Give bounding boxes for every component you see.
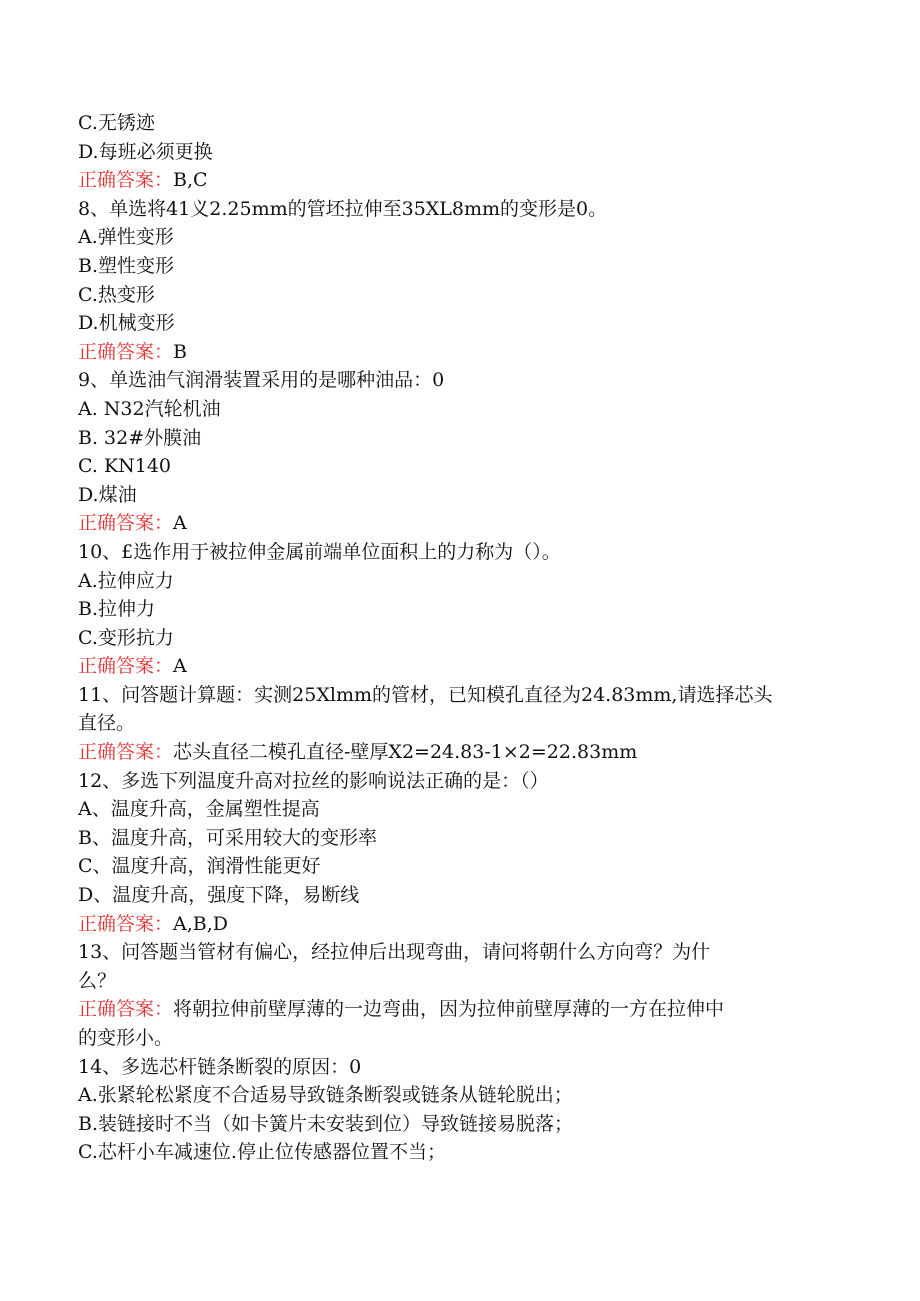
question-text: 8、单选将41义2.25mm的管坯拉伸至35XL8mm的变形是0。 [78, 197, 608, 220]
answer-line [78, 509, 838, 538]
question-text: 直径。 [78, 712, 136, 735]
answer-label: 正确答案： [78, 340, 174, 363]
question-text: 14、多选芯杆链条断裂的原因：0 [78, 1055, 362, 1078]
answer-line [78, 166, 838, 195]
answer-value: A [173, 512, 187, 535]
answer-value: B [173, 340, 187, 363]
answer-label: 正确答案： [78, 512, 174, 535]
option-text: A、温度升高，金属塑性提高 [78, 798, 320, 821]
answer-line [78, 910, 838, 939]
option-text: D、温度升高，强度下降，易断线 [78, 884, 360, 907]
option-text: C.无锈迹 [78, 112, 155, 134]
answer-label: 正确答案： [78, 998, 174, 1021]
question-text: 10、£选作用于被拉伸金属前端单位面积上的力称为（）。 [78, 540, 561, 563]
answer-line [78, 338, 838, 367]
answer-value: B,C [173, 169, 208, 192]
question-text: 13、问答题当管材有偏心，经拉伸后出现弯曲，请问将朝什么方向弯？为什 [78, 941, 711, 964]
option-text: A.弹性变形 [78, 226, 174, 249]
answer-line [78, 652, 838, 681]
option-text: A.拉伸应力 [78, 569, 174, 592]
option-text: C、温度升高，润滑性能更好 [78, 855, 321, 878]
answer-label: 正确答案： [78, 655, 174, 678]
option-text: C.芯杆小车减速位.停止位传感器位置不当； [78, 1141, 446, 1164]
option-text: B.拉伸力 [78, 598, 156, 621]
answer-label: 正确答案： [78, 741, 174, 764]
option-text: D.煤油 [78, 483, 137, 506]
answer-value: A,B,D [173, 912, 229, 935]
option-text: A. N32汽轮机油 [78, 397, 221, 420]
answer-value: 将朝拉伸前壁厚薄的一边弯曲，因为拉伸前壁厚薄的一方在拉伸中 [173, 998, 725, 1021]
option-text: B.装链接时不当（如卡簧片未安装到位）导致链接易脱落； [78, 1112, 574, 1135]
answer-line [78, 995, 838, 1024]
question-list [78, 109, 838, 1167]
question-text: 的变形小。 [78, 1027, 174, 1049]
question-text: 12、多选下列温度升高对拉丝的影响说法正确的是：（） [78, 769, 549, 792]
answer-line [78, 738, 838, 767]
answer-value: 芯头直径二模孔直径-壁厚X2=24.83-1×2=22.83mm [173, 741, 638, 764]
option-text: C. KN140 [78, 455, 172, 478]
option-text: B. 32#外膜油 [78, 426, 202, 449]
answer-label: 正确答案： [78, 912, 174, 935]
option-text: D.机械变形 [78, 312, 175, 335]
answer-label: 正确答案： [78, 169, 174, 192]
option-text: C.变形抗力 [78, 626, 174, 649]
question-text: 11、问答题计算题：实测25Xlmm的管材，已知模孔直径为24.83mm,请选择芯头 [78, 683, 773, 706]
option-text: D.每班必须更换 [78, 140, 213, 163]
question-text: 9、单选油气润滑装置采用的是哪种油品：0 [78, 369, 445, 392]
option-text: A.张紧轮松紧度不合适易导致链条断裂或链条从链轮脱出； [78, 1084, 573, 1107]
option-text: B.塑性变形 [78, 254, 175, 277]
question-text: 么？ [78, 969, 117, 992]
option-text: B、温度升高，可采用较大的变形率 [78, 826, 377, 849]
answer-value: A [173, 655, 187, 678]
option-text: C.热变形 [78, 283, 155, 306]
